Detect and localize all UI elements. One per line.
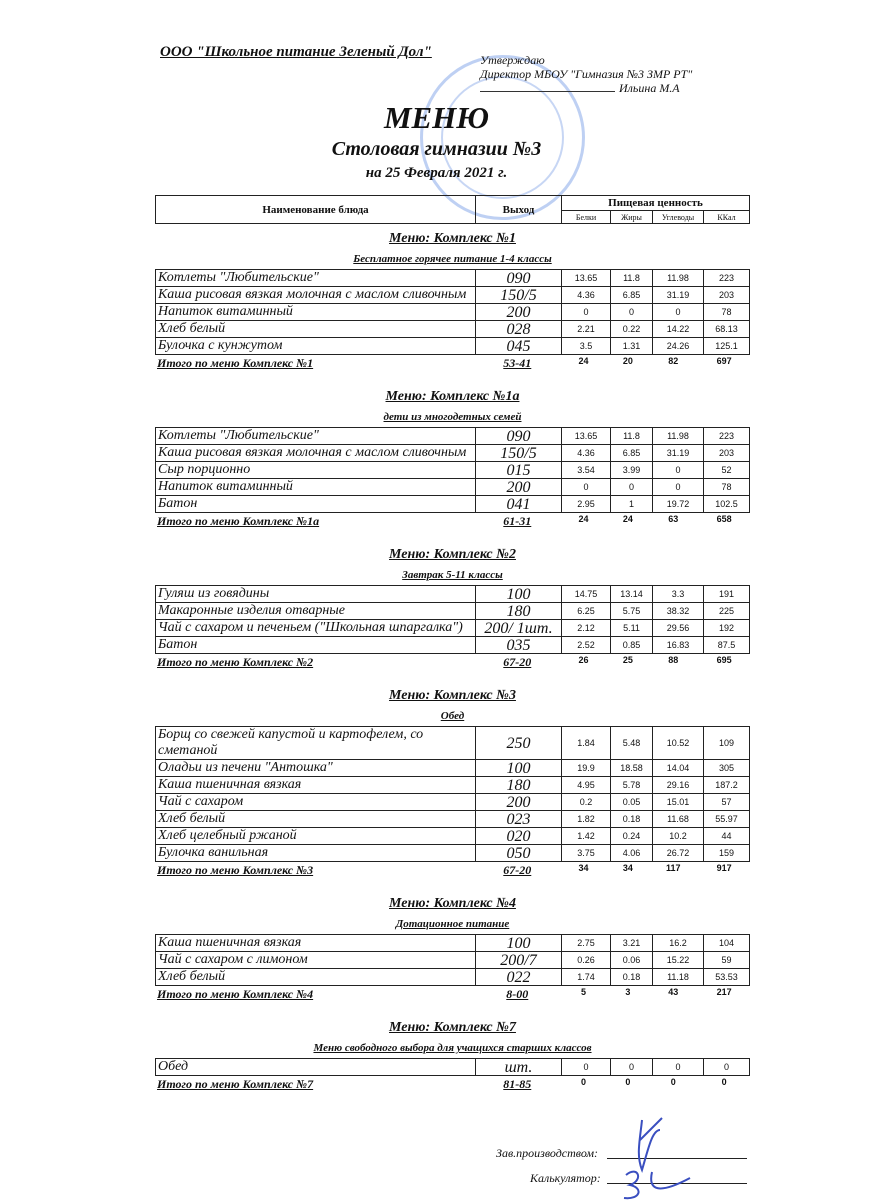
page-subtitle: Столовая гимназии №3 <box>331 138 542 160</box>
dish-fats: 0.85 <box>611 637 653 654</box>
dish-fats: 6.85 <box>611 445 653 462</box>
dish-carbs: 0 <box>653 1059 704 1076</box>
dish-carbs: 11.68 <box>653 811 704 828</box>
dish-output: 050 <box>476 845 562 862</box>
dish-proteins: 0 <box>562 304 611 321</box>
dish-output: 028 <box>476 321 562 338</box>
dish-fats: 0.24 <box>611 828 653 845</box>
total-label: Итого по меню Комплекс №2 <box>157 655 314 669</box>
dish-name: Каша рисовая вязкая молочная с маслом сливочным <box>156 445 476 462</box>
section-subtitle: Завтрак 5-11 классы <box>402 569 503 581</box>
table-row <box>156 828 750 845</box>
dish-name: Чай с сахаром и печеньем ("Школьная шпаргалка") <box>156 620 476 637</box>
dish-carbs: 16.83 <box>653 637 704 654</box>
total-price: 8-00 <box>506 987 529 1001</box>
dish-fats: 5.78 <box>611 777 653 794</box>
dish-proteins: 3.54 <box>562 462 611 479</box>
menu-section <box>155 228 750 372</box>
dish-fats: 11.8 <box>611 270 653 287</box>
total-carbs: 0 <box>670 1077 676 1087</box>
dish-fats: 0.22 <box>611 321 653 338</box>
dish-carbs: 15.22 <box>653 952 704 969</box>
total-kcal: 697 <box>716 356 732 366</box>
dish-proteins: 3.5 <box>562 338 611 355</box>
table-row <box>156 811 750 828</box>
section-table <box>155 1058 750 1076</box>
table-row <box>156 603 750 620</box>
total-price: 67-20 <box>503 863 532 877</box>
dish-name: Обед <box>156 1059 476 1076</box>
dish-carbs: 19.72 <box>653 496 704 513</box>
section-title: Меню: Комплекс №1 <box>389 231 516 246</box>
dish-carbs: 0 <box>653 462 704 479</box>
table-row <box>156 270 750 287</box>
total-carbs: 88 <box>668 655 679 665</box>
section-total <box>155 513 750 530</box>
menu-sections <box>155 228 750 1107</box>
menu-section <box>155 893 750 1003</box>
dish-name: Сыр порционно <box>156 462 476 479</box>
dish-proteins: 1.42 <box>562 828 611 845</box>
section-title: Меню: Комплекс №4 <box>389 896 516 911</box>
dish-name: Каша рисовая вязкая молочная с маслом сливочным <box>156 287 476 304</box>
dish-fats: 0.06 <box>611 952 653 969</box>
header-dish: Наименование блюда <box>156 196 476 223</box>
table-row <box>156 1059 750 1076</box>
dish-name: Хлеб целебный ржаной <box>156 828 476 845</box>
dish-proteins: 0 <box>562 479 611 496</box>
table-row <box>156 321 750 338</box>
dish-fats: 3.99 <box>611 462 653 479</box>
menu-section <box>155 685 750 879</box>
dish-output: 200 <box>476 304 562 321</box>
section-table <box>155 585 750 654</box>
dish-proteins: 2.21 <box>562 321 611 338</box>
dish-fats: 0 <box>611 304 653 321</box>
section-table <box>155 934 750 986</box>
dish-fats: 5.75 <box>611 603 653 620</box>
total-label: Итого по меню Комплекс №3 <box>157 863 314 877</box>
dish-carbs: 10.2 <box>653 828 704 845</box>
dish-carbs: 29.56 <box>653 620 704 637</box>
table-row <box>156 287 750 304</box>
dish-fats: 5.48 <box>611 727 653 760</box>
dish-carbs: 14.04 <box>653 760 704 777</box>
dish-proteins: 1.84 <box>562 727 611 760</box>
dish-name: Чай с сахаром с лимоном <box>156 952 476 969</box>
total-price: 81-85 <box>503 1077 532 1091</box>
dish-carbs: 38.32 <box>653 603 704 620</box>
total-kcal: 658 <box>716 514 732 524</box>
dish-carbs: 16.2 <box>653 935 704 952</box>
section-total <box>155 355 750 372</box>
dish-carbs: 11.18 <box>653 969 704 986</box>
table-row <box>156 428 750 445</box>
total-kcal: 917 <box>716 863 732 873</box>
dish-output: 200/ 1шт. <box>476 620 562 637</box>
dish-proteins: 2.52 <box>562 637 611 654</box>
section-subtitle: Меню свободного выбора для учащихся старших классов <box>313 1042 592 1054</box>
approver-name: Ильина М.А <box>619 81 680 95</box>
dish-kcal: 57 <box>704 794 750 811</box>
dish-fats: 18.58 <box>611 760 653 777</box>
dish-proteins: 0 <box>562 1059 611 1076</box>
approve-label: Утверждаю <box>480 53 545 67</box>
dish-kcal: 87.5 <box>704 637 750 654</box>
dish-fats: 0.18 <box>611 811 653 828</box>
total-kcal: 217 <box>716 987 732 997</box>
dish-kcal: 44 <box>704 828 750 845</box>
total-proteins: 5 <box>581 987 587 997</box>
dish-output: 200 <box>476 479 562 496</box>
table-row <box>156 637 750 654</box>
dish-name: Котлеты "Любительские" <box>156 270 476 287</box>
section-title: Меню: Комплекс №2 <box>389 547 516 562</box>
dish-proteins: 4.95 <box>562 777 611 794</box>
dish-fats: 0.18 <box>611 969 653 986</box>
dish-carbs: 0 <box>653 304 704 321</box>
section-subtitle: Бесплатное горячее питание 1-4 классы <box>353 253 552 265</box>
dish-output: 020 <box>476 828 562 845</box>
dish-fats: 0.05 <box>611 794 653 811</box>
total-fats: 0 <box>625 1077 631 1087</box>
header-proteins: Белки <box>562 211 611 224</box>
total-proteins: 34 <box>578 863 589 873</box>
table-row <box>156 794 750 811</box>
table-row <box>156 479 750 496</box>
table-row <box>156 935 750 952</box>
header-kcal: ККал <box>717 213 736 222</box>
total-proteins: 0 <box>581 1077 587 1087</box>
organization-name: ООО "Школьное питание Зеленый Дол" <box>160 44 432 60</box>
section-subtitle: Дотационное питание <box>395 918 510 930</box>
total-carbs: 82 <box>668 356 679 366</box>
dish-kcal: 102.5 <box>704 496 750 513</box>
dish-output: 100 <box>476 586 562 603</box>
dish-kcal: 68.13 <box>704 321 750 338</box>
section-title: Меню: Комплекс №7 <box>389 1020 516 1035</box>
dish-carbs: 15.01 <box>653 794 704 811</box>
dish-kcal: 225 <box>704 603 750 620</box>
dish-carbs: 14.22 <box>653 321 704 338</box>
dish-name: Батон <box>156 496 476 513</box>
dish-proteins: 2.95 <box>562 496 611 513</box>
dish-carbs: 11.98 <box>653 428 704 445</box>
table-row <box>156 462 750 479</box>
dish-name: Напиток витаминный <box>156 479 476 496</box>
total-proteins: 24 <box>578 356 589 366</box>
total-label: Итого по меню Комплекс №1 <box>157 356 314 370</box>
dish-output: 200/7 <box>476 952 562 969</box>
dish-fats: 5.11 <box>611 620 653 637</box>
section-total <box>155 1076 750 1093</box>
total-fats: 34 <box>622 863 633 873</box>
dish-kcal: 203 <box>704 445 750 462</box>
dish-fats: 0 <box>611 1059 653 1076</box>
dish-proteins: 14.75 <box>562 586 611 603</box>
dish-proteins: 13.65 <box>562 428 611 445</box>
section-table <box>155 269 750 355</box>
dish-carbs: 26.72 <box>653 845 704 862</box>
dish-output: 100 <box>476 935 562 952</box>
production-head-label: Зав.производством: <box>496 1146 599 1160</box>
total-carbs: 63 <box>668 514 679 524</box>
section-table <box>155 427 750 513</box>
section-subtitle: Обед <box>440 710 465 722</box>
dish-proteins: 4.36 <box>562 287 611 304</box>
dish-kcal: 125.1 <box>704 338 750 355</box>
dish-output: 045 <box>476 338 562 355</box>
dish-proteins: 0.26 <box>562 952 611 969</box>
dish-output: 022 <box>476 969 562 986</box>
dish-proteins: 13.65 <box>562 270 611 287</box>
section-total <box>155 986 750 1003</box>
dish-name: Оладьи из печени "Антошка" <box>156 760 476 777</box>
table-row <box>156 760 750 777</box>
menu-section <box>155 544 750 671</box>
dish-output: 100 <box>476 760 562 777</box>
table-row <box>156 496 750 513</box>
total-fats: 3 <box>625 987 631 997</box>
dish-kcal: 52 <box>704 462 750 479</box>
dish-kcal: 78 <box>704 479 750 496</box>
dish-name: Борщ со свежей капустой и картофелем, со сметаной <box>156 727 476 760</box>
total-proteins: 24 <box>578 514 589 524</box>
dish-output: 090 <box>476 428 562 445</box>
dish-carbs: 10.52 <box>653 727 704 760</box>
total-label: Итого по меню Комплекс №4 <box>157 987 314 1001</box>
dish-kcal: 223 <box>704 428 750 445</box>
dish-fats: 0 <box>611 479 653 496</box>
dish-proteins: 0.2 <box>562 794 611 811</box>
dish-name: Напиток витаминный <box>156 304 476 321</box>
dish-kcal: 305 <box>704 760 750 777</box>
total-kcal: 0 <box>721 1077 727 1087</box>
dish-output: 015 <box>476 462 562 479</box>
dish-output: 250 <box>476 727 562 760</box>
total-carbs: 43 <box>668 987 679 997</box>
table-row <box>156 777 750 794</box>
total-fats: 24 <box>622 514 633 524</box>
dish-proteins: 3.75 <box>562 845 611 862</box>
dish-output: 035 <box>476 637 562 654</box>
page-title: МЕНЮ <box>383 100 490 135</box>
total-carbs: 117 <box>665 863 681 873</box>
dish-proteins: 4.36 <box>562 445 611 462</box>
menu-section <box>155 386 750 530</box>
total-label: Итого по меню Комплекс №7 <box>157 1077 314 1091</box>
section-total <box>155 654 750 671</box>
dish-kcal: 109 <box>704 727 750 760</box>
dish-kcal: 187.2 <box>704 777 750 794</box>
dish-output: 180 <box>476 777 562 794</box>
total-price: 53-41 <box>503 356 532 370</box>
approver-line <box>480 81 692 95</box>
dish-fats: 3.21 <box>611 935 653 952</box>
dish-kcal: 53.53 <box>704 969 750 986</box>
dish-proteins: 2.75 <box>562 935 611 952</box>
dish-name: Батон <box>156 637 476 654</box>
section-total <box>155 862 750 879</box>
header-output: Выход <box>476 196 562 223</box>
table-row <box>156 586 750 603</box>
dish-fats: 4.06 <box>611 845 653 862</box>
dish-output: 041 <box>476 496 562 513</box>
table-row <box>156 845 750 862</box>
dish-output: 200 <box>476 794 562 811</box>
handwritten-signatures <box>600 1100 740 1200</box>
table-header <box>155 195 750 224</box>
dish-output: 180 <box>476 603 562 620</box>
dish-name: Булочка ванильная <box>156 845 476 862</box>
dish-kcal: 104 <box>704 935 750 952</box>
table-row <box>156 727 750 760</box>
dish-kcal: 191 <box>704 586 750 603</box>
table-row <box>156 338 750 355</box>
dish-kcal: 203 <box>704 287 750 304</box>
total-price: 61-31 <box>503 514 532 528</box>
dish-fats: 6.85 <box>611 287 653 304</box>
table-row <box>156 969 750 986</box>
section-subtitle: дети из многодетных семей <box>383 411 522 423</box>
dish-kcal: 78 <box>704 304 750 321</box>
dish-proteins: 19.9 <box>562 760 611 777</box>
table-row <box>156 304 750 321</box>
dish-kcal: 159 <box>704 845 750 862</box>
dish-kcal: 55.97 <box>704 811 750 828</box>
menu-date: на 25 Февраля 2021 г. <box>365 165 508 181</box>
section-title: Меню: Комплекс №1а <box>385 389 520 404</box>
total-proteins: 26 <box>578 655 589 665</box>
total-label: Итого по меню Комплекс №1а <box>157 514 320 528</box>
dish-name: Хлеб белый <box>156 811 476 828</box>
dish-name: Булочка с кунжутом <box>156 338 476 355</box>
dish-carbs: 3.3 <box>653 586 704 603</box>
dish-kcal: 223 <box>704 270 750 287</box>
calculator-label: Калькулятор: <box>530 1171 601 1185</box>
dish-proteins: 1.74 <box>562 969 611 986</box>
dish-name: Макаронные изделия отварные <box>156 603 476 620</box>
header-nutrition: Пищевая ценность <box>562 196 749 211</box>
dish-kcal: 59 <box>704 952 750 969</box>
dish-carbs: 11.98 <box>653 270 704 287</box>
dish-fats: 1.31 <box>611 338 653 355</box>
dish-fats: 11.8 <box>611 428 653 445</box>
section-title: Меню: Комплекс №3 <box>389 688 516 703</box>
approval-block <box>480 53 692 95</box>
table-row <box>156 952 750 969</box>
total-fats: 25 <box>622 655 633 665</box>
dish-kcal: 0 <box>704 1059 750 1076</box>
dish-carbs: 0 <box>653 479 704 496</box>
header-fats: Жиры <box>611 211 653 224</box>
dish-name: Чай с сахаром <box>156 794 476 811</box>
approver-position: Директор МБОУ "Гимназия №3 ЗМР РТ" <box>480 67 693 81</box>
dish-carbs: 31.19 <box>653 287 704 304</box>
total-price: 67-20 <box>503 655 532 669</box>
dish-name: Хлеб белый <box>156 969 476 986</box>
total-kcal: 695 <box>716 655 732 665</box>
dish-output: 023 <box>476 811 562 828</box>
dish-output: шт. <box>476 1059 562 1076</box>
dish-carbs: 31.19 <box>653 445 704 462</box>
dish-proteins: 6.25 <box>562 603 611 620</box>
dish-name: Котлеты "Любительские" <box>156 428 476 445</box>
dish-output: 150/5 <box>476 287 562 304</box>
dish-name: Каша пшеничная вязкая <box>156 777 476 794</box>
dish-name: Гуляш из говядины <box>156 586 476 603</box>
dish-proteins: 2.12 <box>562 620 611 637</box>
section-table <box>155 726 750 862</box>
dish-proteins: 1.82 <box>562 811 611 828</box>
table-row <box>156 620 750 637</box>
dish-name: Каша пшеничная вязкая <box>156 935 476 952</box>
dish-fats: 13.14 <box>611 586 653 603</box>
dish-output: 090 <box>476 270 562 287</box>
dish-carbs: 29.16 <box>653 777 704 794</box>
dish-name: Хлеб белый <box>156 321 476 338</box>
total-fats: 20 <box>622 356 633 366</box>
dish-fats: 1 <box>611 496 653 513</box>
menu-section <box>155 1017 750 1093</box>
dish-output: 150/5 <box>476 445 562 462</box>
header-carbs: Углеводы <box>653 211 704 224</box>
table-row <box>156 445 750 462</box>
dish-carbs: 24.26 <box>653 338 704 355</box>
dish-kcal: 192 <box>704 620 750 637</box>
